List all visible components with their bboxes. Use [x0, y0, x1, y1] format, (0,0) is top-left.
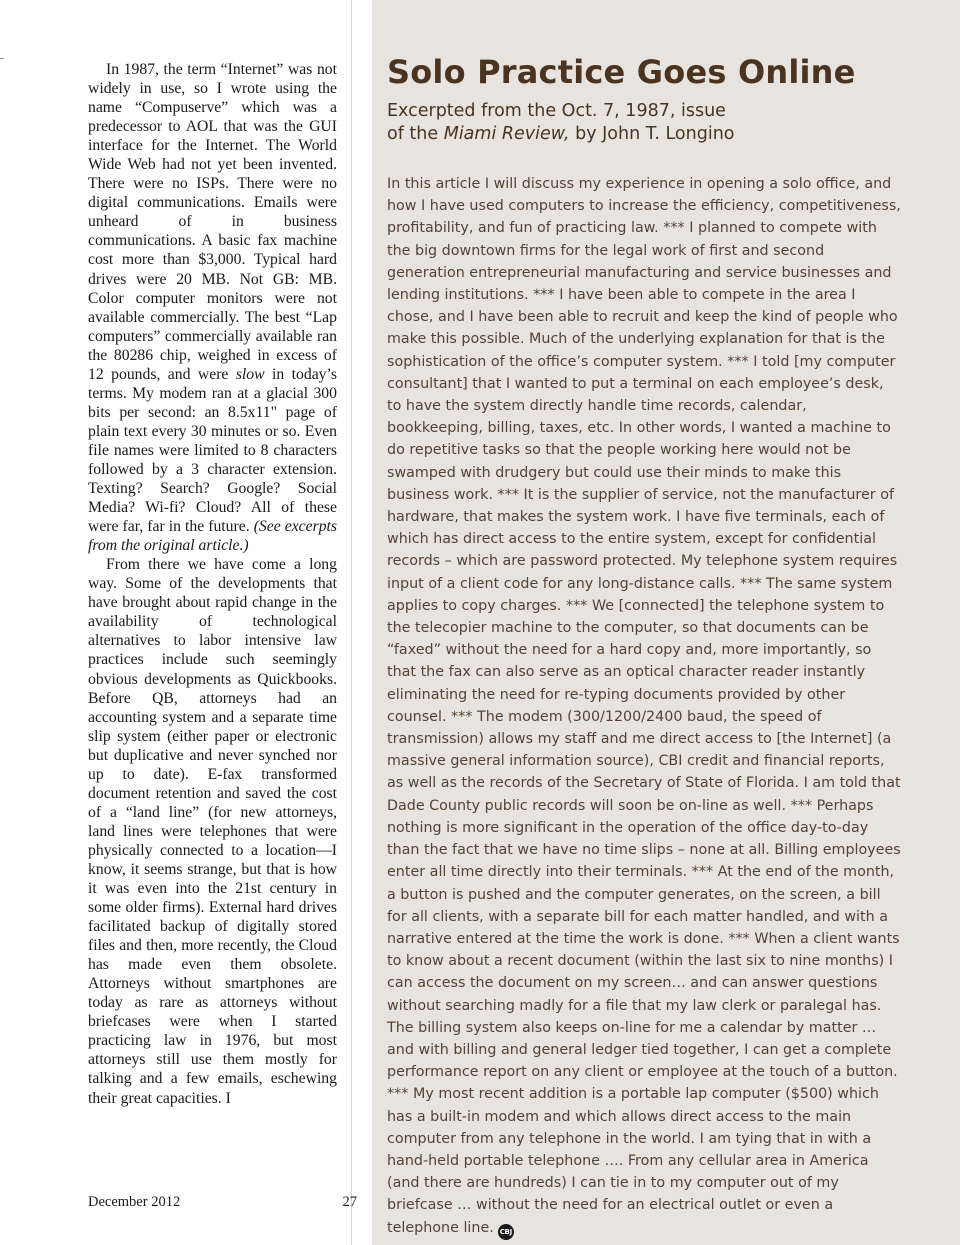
sidebar-title: Solo Practice Goes Online: [387, 53, 856, 91]
page-number: 27: [342, 1194, 357, 1210]
main-article-column: [88, 60, 337, 1108]
crop-mark: [0, 58, 4, 59]
publication-name: Miami Review,: [443, 124, 570, 144]
sidebar-excerpt: In this article I will discuss my experience in opening a solo office, and how I have used computers to increase the efficiency, competitiveness, profitability, and fun of practicing law. *** I planned to compete with the big downtown firms for the legal work of first and second generation entrepreneurial manufacturing and service businesses and lending institutions. *** I have been able to compete in the area I chose, and I have been able to recruit and keep the kind of people who make this possible. Much of the underlying explanation for that is the sophistication of the office’s computer system. *** I told [my computer consultant] that I wanted to put a terminal on each employee’s desk, to have the system directly handle time records, calendar, bookkeeping, billing, taxes, etc. In other words, I wanted a machine to do repetitive tasks so that the people working here would not be swamped with drudgery but could use their minds to make this business work. *** It is the supplier of service, not the manufacturer of hardware, that makes the system work. I have five terminals, each of which has direct access to the entire system, except for confidential records – which are password protected. My telephone system requires input of a client code for any long-distance calls. *** The same system applies to copy charges. *** We [connected] the telephone system to the telecopier machine to the computer, so that documents can be “faxed” without the need for a hard copy and, more importantly, so that the fax can also serve as an optical character reader instantly eliminating the need for re-typing documents provided by other counsel. *** The modem (300/1200/2400 baud, the speed of transmission) allows my staff and me direct access to [the Internet] (a massive general information source), CBI credit and financial reports, as well as the records of the Secretary of State of Florida. I am told that Dade County public records will soon be on-line as well. *** Perhaps nothing is more significant in the operation of the office day-to-day than the fact that we have no time slips – none at all. Billing employees enter all time directly into their terminals. *** At the end of the month, a button is pushed and the computer generates, on the screen, a bill for all clients, with a separate bill for each matter handled, and with a narrative entered at the time the work is done. *** When a client wants to know about a recent document (within the last six to nine months) I can access the document on my screen… and can answer questions without searching madly for a file that my law clerk or paralegal has. The billing system also keeps on-line for me a calendar by matter …and with billing and general ledger tied together, I can get a complete performance report on any client or employee at the touch of a button. *** My most recent addition is a portable lap computer ($500) which has a built-in modem and which allows direct access to the main computer from any telephone in the world. I am tying that in with a hand-held portable telephone …. From any cellular area in America (and there are hundreds) I can tie in to my computer out of my briefcase … without the need for an electrical outlet or even a telephone line. CBJ: [387, 173, 902, 1240]
cbj-end-mark-icon: CBJ: [498, 1224, 514, 1240]
sidebar-box: [372, 0, 960, 1245]
footer-date: December 2012: [88, 1194, 181, 1210]
sidebar-subtitle: Excerpted from the Oct. 7, 1987, issue of the Miami Review, by John T. Longino: [387, 101, 735, 144]
article-paragraph: In 1987, the term “Internet” was not widely in use, so I wrote using the name “Compuserve” which was a predecessor to AOL that was the GUI interface for the Internet. The World Wide Web had not yet been invented. There were no ISPs. There were no digital communications. Emails were unheard of in business communications. A basic fax machine cost more than $3,000. Typical hard drives were 20 MB. Not GB: MB. Color computer monitors were not available commercially. The best “Lap computers” commercially available ran the 80286 chip, weighed in excess of 12 pounds, and were slow in today’s terms. My modem ran at a glacial 300 bits per second: an 8.5x11" page of plain text every 30 minutes or so. Even file names were limited to 8 characters followed by a 3 character extension. Texting? Search? Google? Social Media? Wi-fi? Cloud? All of these were far, far in the future. (See excerpts from the original article.): [88, 61, 338, 555]
article-paragraph: From there we have come a long way. Some of the developments that have brought about rapid change in the availability of technological alternatives to labor intensive law practices include such seemingly obvious developments as Quickbooks. Before QB, attorneys had an accounting system and a separate time slip system (either paper or electronic but duplicative and never synched nor up to date). E-fax transformed document retention and saved the cost of a “land line” (for new attorneys, land lines were telephones that were physically connected to a location—I know, it seems strange, but that is how it was even into the 21st century in some older firms). External hard drives facilitated backup of digitally stored files and then, more recently, the Cloud has made even them obsolete. Attorneys without smartphones are today as rare as attorneys without briefcases were when I started practicing law in 1976, but most attorneys still use them mostly for talking and a few emails, eschewing their great capacities. I: [88, 556, 337, 1107]
see-excerpts-note: (See excerpts from the original article.): [88, 518, 338, 555]
column-divider: [351, 0, 352, 1245]
emphasis: slow: [235, 365, 265, 383]
